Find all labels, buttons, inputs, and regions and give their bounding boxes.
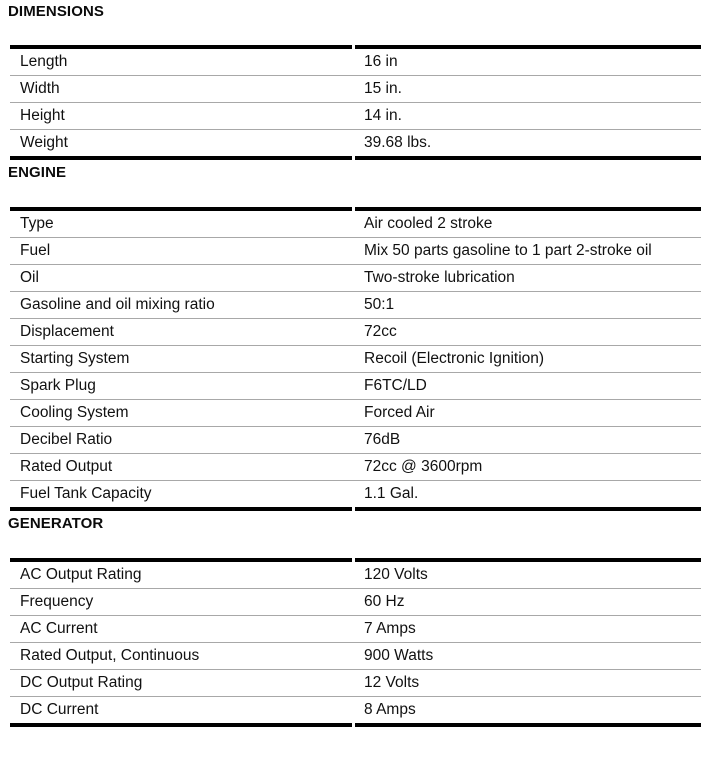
spec-label: Rated Output, Continuous [10,643,355,670]
table-row [10,643,701,670]
spec-value: 120 Volts [355,560,701,589]
spec-value: 72cc @ 3600rpm [355,454,701,481]
spec-value: Recoil (Electronic Ignition) [355,346,701,373]
spec-label: Gasoline and oil mixing ratio [10,292,355,319]
spec-label: Width [10,76,355,103]
spec-label: Displacement [10,319,355,346]
section-heading-engine: ENGINE [8,164,67,181]
spec-label: Starting System [10,346,355,373]
section-heading-dimensions: DIMENSIONS [8,3,105,20]
table-row [10,454,701,481]
spec-value: 76dB [355,427,701,454]
table-row [10,319,701,346]
spec-table-dimensions-body [10,47,701,158]
table-row [10,76,701,103]
spec-label: Type [10,209,355,238]
spec-label: AC Current [10,616,355,643]
spec-label: AC Output Rating [10,560,355,589]
table-row [10,697,701,726]
table-row [10,130,701,159]
spec-value: 39.68 lbs. [355,130,701,159]
section-heading-generator: GENERATOR [8,515,104,532]
spec-label: Length [10,47,355,76]
spec-value: 72cc [355,319,701,346]
table-row [10,238,701,265]
spec-table-engine [10,207,701,511]
spec-value: 16 in [355,47,701,76]
spec-label: DC Current [10,697,355,726]
spec-value: F6TC/LD [355,373,701,400]
spec-value: 900 Watts [355,643,701,670]
spec-value: 12 Volts [355,670,701,697]
spec-table-generator [10,558,701,727]
spec-value: 1.1 Gal. [355,481,701,510]
table-row [10,481,701,510]
spec-table-engine-body [10,209,701,509]
table-row [10,616,701,643]
spec-label: Rated Output [10,454,355,481]
table-row [10,670,701,697]
spec-value: Air cooled 2 stroke [355,209,701,238]
spec-label: Weight [10,130,355,159]
table-row [10,103,701,130]
spec-label: Frequency [10,589,355,616]
spec-value: Mix 50 parts gasoline to 1 part 2-stroke oil [355,238,701,265]
spec-label: Fuel [10,238,355,265]
table-row [10,292,701,319]
spec-table-dimensions [10,45,701,160]
table-row [10,589,701,616]
table-row [10,47,701,76]
spec-label: Height [10,103,355,130]
spec-label: Oil [10,265,355,292]
spec-value: 15 in. [355,76,701,103]
table-row [10,560,701,589]
table-row [10,427,701,454]
spec-value: 50:1 [355,292,701,319]
spec-value: Two-stroke lubrication [355,265,701,292]
spec-label: Fuel Tank Capacity [10,481,355,510]
spec-label: Cooling System [10,400,355,427]
spec-label: Decibel Ratio [10,427,355,454]
table-row [10,346,701,373]
spec-label: Spark Plug [10,373,355,400]
spec-value: 60 Hz [355,589,701,616]
table-row [10,265,701,292]
table-row [10,373,701,400]
table-row [10,400,701,427]
spec-value: 8 Amps [355,697,701,726]
spec-label: DC Output Rating [10,670,355,697]
spec-table-generator-body [10,560,701,725]
table-row [10,209,701,238]
spec-value: 7 Amps [355,616,701,643]
spec-value: 14 in. [355,103,701,130]
spec-value: Forced Air [355,400,701,427]
